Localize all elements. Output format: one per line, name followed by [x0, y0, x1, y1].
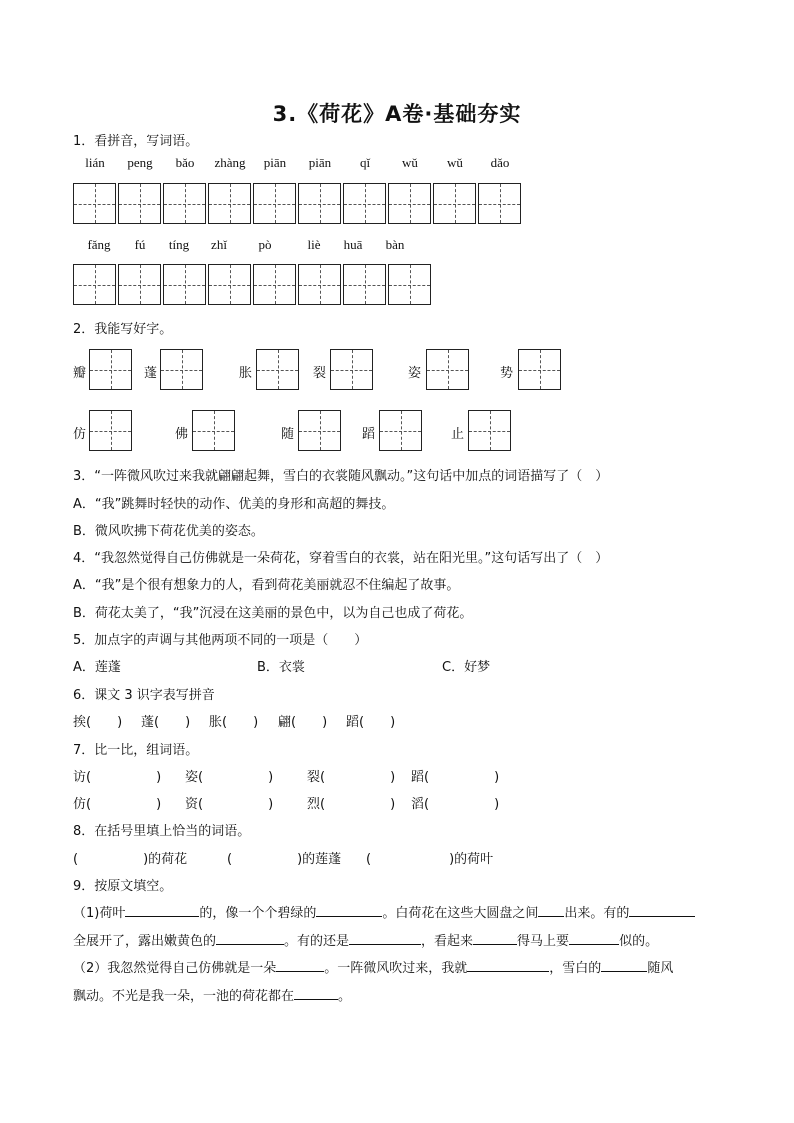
pinyin: huā — [343, 237, 363, 252]
passage-text: ，雪白的 — [549, 961, 602, 976]
q8-item[interactable]: ( )的荷花 — [73, 852, 188, 867]
q7-item[interactable]: 姿( ) — [185, 770, 274, 785]
writing-cell[interactable] — [298, 264, 341, 305]
writing-cell[interactable] — [160, 349, 203, 390]
q7-item[interactable]: 仿( ) — [73, 797, 162, 812]
writing-cell[interactable] — [518, 349, 561, 390]
model-char: 瓣 — [73, 366, 87, 381]
q5-option-c[interactable]: C．好梦 — [442, 660, 491, 675]
pinyin: bàn — [385, 237, 405, 252]
q7-item[interactable]: 裂( ) — [307, 770, 396, 785]
q6-item[interactable]: 挨( ) — [73, 715, 123, 730]
pinyin: tíng — [168, 237, 190, 252]
pinyin: wǔ — [447, 155, 463, 170]
q4-prompt: 4．“我忽然觉得自己仿佛就是一朵荷花，穿着雪白的衣裳，站在阳光里。”这句话写出了（ ） — [73, 551, 609, 566]
pinyin: peng — [127, 155, 153, 170]
model-char: 随 — [281, 427, 295, 442]
fill-blank[interactable] — [629, 903, 695, 917]
fill-blank[interactable] — [538, 903, 564, 917]
writing-cell[interactable] — [253, 264, 296, 305]
writing-cell[interactable] — [379, 410, 422, 451]
pinyin: qǐ — [359, 155, 371, 170]
fill-blank[interactable] — [294, 986, 338, 1000]
q4-option-b[interactable]: B．荷花太美了，“我”沉浸在这美丽的景色中，以为自己也成了荷花。 — [73, 606, 473, 621]
passage-text: 出来。有的 — [564, 906, 630, 921]
pinyin: pò — [258, 237, 272, 252]
passage-text: 全展开了，露出嫩黄色的 — [73, 934, 217, 949]
q7-prompt: 7．比一比，组词语。 — [73, 743, 199, 758]
writing-cell[interactable] — [208, 183, 251, 224]
passage-text: 。有的还是 — [284, 934, 350, 949]
passage-text: 。白荷花在这些大圆盘之间 — [382, 906, 539, 921]
q6-item[interactable]: 蓬( ) — [141, 715, 191, 730]
q9-prompt: 9．按原文填空。 — [73, 879, 173, 894]
q6-item[interactable]: 胀( ) — [209, 715, 259, 730]
passage-text: 得马上要 — [517, 934, 570, 949]
model-char: 仿 — [73, 427, 87, 442]
fill-blank[interactable] — [216, 931, 284, 945]
q6-item[interactable]: 蹈( ) — [346, 715, 396, 730]
writing-cell[interactable] — [298, 410, 341, 451]
pinyin: bǎo — [175, 155, 195, 170]
fill-blank[interactable] — [601, 958, 647, 972]
pinyin: zhàng — [214, 155, 246, 170]
pinyin: dǎo — [490, 155, 510, 170]
writing-cell[interactable] — [388, 183, 431, 224]
q7-item[interactable]: 蹈( ) — [411, 770, 500, 785]
passage-text: 的，像一个个碧绿的 — [199, 906, 317, 921]
passage-text: 。 — [338, 989, 352, 1004]
q7-item[interactable]: 滔( ) — [411, 797, 500, 812]
model-char: 止 — [451, 427, 465, 442]
model-char: 佛 — [175, 427, 189, 442]
model-char: 胀 — [239, 366, 253, 381]
pinyin: zhǐ — [211, 237, 227, 252]
writing-cell[interactable] — [208, 264, 251, 305]
page-title: 3.《荷花》A卷·基础夯实 — [272, 102, 522, 126]
writing-cell[interactable] — [426, 349, 469, 390]
fill-blank[interactable] — [569, 931, 619, 945]
q9-passage-2-line-1 — [73, 957, 673, 976]
fill-blank[interactable] — [473, 931, 517, 945]
writing-cell[interactable] — [256, 349, 299, 390]
passage-text: 似的。 — [619, 934, 659, 949]
writing-cell[interactable] — [89, 349, 132, 390]
fill-blank[interactable] — [349, 931, 421, 945]
writing-cell[interactable] — [253, 183, 296, 224]
writing-cell[interactable] — [330, 349, 373, 390]
writing-cell[interactable] — [163, 183, 206, 224]
pinyin: fǎng — [87, 237, 111, 252]
fill-blank[interactable] — [316, 903, 382, 917]
q5-option-a[interactable]: A．莲蓬 — [73, 660, 121, 675]
model-char: 裂 — [313, 366, 327, 381]
q2-prompt: 2．我能写好字。 — [73, 322, 173, 337]
passage-text: （2）我忽然觉得自己仿佛就是一朵 — [73, 961, 277, 976]
model-char: 蹈 — [362, 427, 376, 442]
q5-prompt: 5．加点字的声调与其他两项不同的一项是（ ） — [73, 633, 368, 648]
q9-passage-1-line-2 — [73, 930, 658, 949]
q5-option-b[interactable]: B．衣裳 — [257, 660, 305, 675]
writing-cell[interactable] — [433, 183, 476, 224]
q9-passage-1-line-1 — [73, 902, 695, 921]
q3-prompt: 3．“一阵微风吹过来我就翩翩起舞，雪白的衣裳随风飘动。”这句话中加点的词语描写了（ ） — [73, 469, 609, 484]
fill-blank[interactable] — [467, 958, 549, 972]
writing-cell[interactable] — [118, 183, 161, 224]
q1-prompt: 1．看拼音，写词语。 — [73, 134, 199, 149]
pinyin: piān — [308, 155, 332, 170]
q4-option-a[interactable]: A．“我”是个很有想象力的人，看到荷花美丽就忍不住编起了故事。 — [73, 578, 460, 593]
q3-option-b[interactable]: B．微风吹拂下荷花优美的姿态。 — [73, 524, 264, 539]
writing-cell[interactable] — [343, 264, 386, 305]
writing-cell[interactable] — [89, 410, 132, 451]
pinyin: liè — [307, 237, 321, 252]
pinyin: lián — [85, 155, 105, 170]
writing-cell[interactable] — [163, 264, 206, 305]
q8-item[interactable]: ( )的莲蓬 — [227, 852, 342, 867]
q9-passage-2-line-2 — [73, 985, 351, 1004]
writing-cell[interactable] — [468, 410, 511, 451]
writing-cell[interactable] — [73, 183, 116, 224]
passage-text: 飘动。不光是我一朵，一池的荷花都在 — [73, 989, 295, 1004]
pinyin: fú — [134, 237, 146, 252]
q8-prompt: 8．在括号里填上恰当的词语。 — [73, 824, 251, 839]
pinyin: wǔ — [402, 155, 418, 170]
writing-cell[interactable] — [73, 264, 116, 305]
q8-item[interactable]: ( )的荷叶 — [366, 852, 494, 867]
fill-blank[interactable] — [276, 958, 324, 972]
passage-text: 随风 — [647, 961, 674, 976]
passage-text: ，看起来 — [421, 934, 474, 949]
writing-cell[interactable] — [192, 410, 235, 451]
q7-item[interactable]: 资( ) — [185, 797, 274, 812]
writing-cell[interactable] — [388, 264, 431, 305]
passage-text: 。一阵微风吹过来，我就 — [324, 961, 468, 976]
q6-prompt: 6．课文 3 识字表写拼音 — [73, 688, 215, 703]
passage-text: （1)荷叶 — [73, 906, 126, 921]
writing-cell[interactable] — [478, 183, 521, 224]
model-char: 势 — [500, 366, 514, 381]
q3-option-a[interactable]: A．“我”跳舞时轻快的动作、优美的身形和高超的舞技。 — [73, 497, 395, 512]
fill-blank[interactable] — [125, 903, 199, 917]
writing-cell[interactable] — [118, 264, 161, 305]
writing-cell[interactable] — [343, 183, 386, 224]
model-char: 姿 — [408, 366, 422, 381]
q6-item[interactable]: 翩( ) — [278, 715, 328, 730]
q7-item[interactable]: 访( ) — [73, 770, 162, 785]
model-char: 蓬 — [144, 366, 158, 381]
q7-item[interactable]: 烈( ) — [307, 797, 396, 812]
writing-cell[interactable] — [298, 183, 341, 224]
pinyin: piān — [263, 155, 287, 170]
